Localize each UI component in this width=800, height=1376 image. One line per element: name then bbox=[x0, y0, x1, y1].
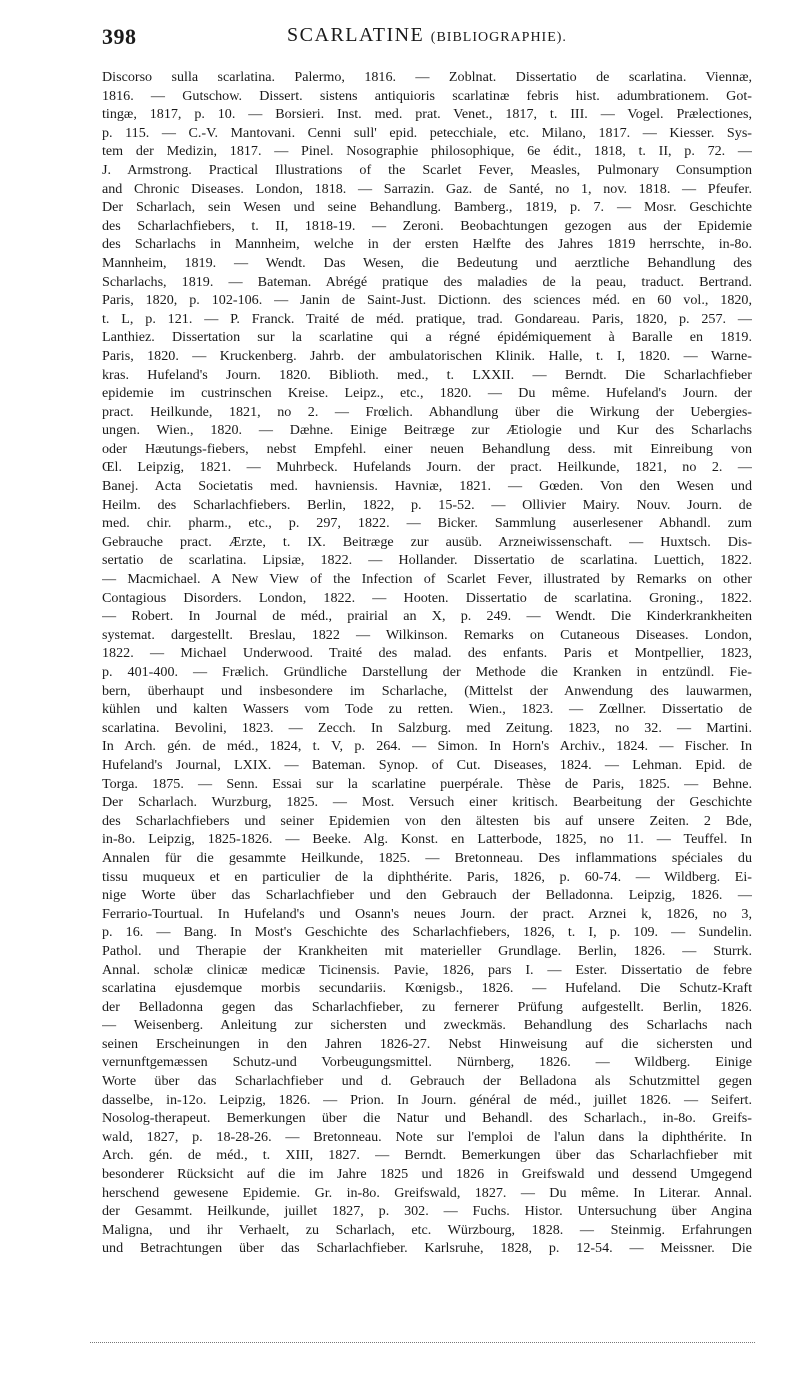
text-line: Banej. Acta Societatis med. havniensis. Havniæ, 1821. — Gœden. Von den Wesen und bbox=[102, 478, 752, 495]
text-line: des Scharlachfiebers, t. II, 1818-19. — Zeroni. Beobachtungen gezogen aus der Epidemie bbox=[102, 217, 752, 234]
text-line: Der Scharlach, sein Wesen und seine Behandlung. Bamberg., 1819, p. 7. — Mosr. Geschichte bbox=[102, 199, 752, 216]
text-line: und Betrachtungen über das Scharlachfieber. Karlsruhe, 1828, p. 12-54. — Meissner. Die bbox=[102, 1240, 752, 1257]
text-line: p. 401-400. — Frælich. Gründliche Darstellung der Methode die Kranken in entzündl. Fie- bbox=[102, 664, 752, 680]
bibliography-text bbox=[102, 68, 752, 1308]
text-line: der Gesammt. Heilkunde, juillet 1827, p. 302. — Fuchs. Histor. Untersuchung über Angina bbox=[102, 1203, 752, 1220]
text-line: — Macmichael. A New View of the Infection of Scarlet Fever, illustrated by Remarks on other bbox=[102, 571, 752, 588]
text-line: Paris, 1820. — Kruckenberg. Jahrb. der ambulatorischen Klinik. Halle, t. I, 1820. — Warne- bbox=[102, 347, 752, 364]
text-line: Ferrario-Tourtual. In Hufeland's und Osann's neues Journ. der pract. Arznei k, 1826, no 3, bbox=[102, 905, 752, 922]
text-line: sertatio de scarlatina. Lipsiæ, 1822. — Hollander. Dissertatio de scarlatina. Luettich, 1822. bbox=[102, 552, 752, 569]
text-line: Annalen für die gesammte Heilkunde, 1825. — Bretonneau. Des inflammations spéciales du bbox=[102, 849, 752, 866]
text-line: seinen Erscheinungen in den Jahren 1826-27. Nebst Hinweisung auf die sichersten und bbox=[102, 1035, 752, 1052]
text-line: Discorso sulla scarlatina. Palermo, 1816. — Zoblnat. Dissertatio de scarlatina. Viennæ, bbox=[102, 69, 752, 85]
text-line: Hufeland's Journal, LXIX. — Bateman. Synop. of Cut. Diseases, 1824. — Lehman. Epid. de bbox=[102, 756, 752, 773]
text-line: kühlen und kalten Wassers vom Tode zu retten. Wien., 1823. — Zœllner. Dissertatio de bbox=[102, 701, 752, 718]
text-line: Maligna, und ihr Verhaelt, zu Scharlach, etc. Würzbourg, 1828. — Steinmig. Erfahrungen bbox=[102, 1221, 752, 1238]
text-line: Worte über das Scharlachfieber und d. Gebrauch der Belladona als Schutzmittel gegen bbox=[102, 1073, 752, 1090]
text-line: scarlatina ejusdemque morbis secundariis. Kœnigsb., 1826. — Hufeland. Die Schutz-Kraft bbox=[102, 980, 752, 997]
text-line: Arch. gén. de méd., t. XIII, 1827. — Berndt. Bemerkungen über das Scharlachfieber mit bbox=[102, 1147, 752, 1164]
text-line: der Belladonna gegen das Scharlachfieber, zu fernerer Prüfung aufgestellt. Berlin, 1826. bbox=[102, 998, 752, 1015]
text-line: des Scharlachs in Mannheim, welche in der ersten Hælfte des Jahres 1819 herrschte, in-8o. bbox=[102, 236, 752, 253]
text-line: Nosolog-therapeut. Bemerkungen über die Natur und Behandl. des Scharlach., in-8o. Greifs- bbox=[102, 1110, 752, 1127]
text-line: besonderer Rücksicht auf die im Jahre 1825 und 1826 in Greifswald und dessend Umgegend bbox=[102, 1166, 752, 1183]
text-line: p. 115. — C.-V. Mantovani. Cenni sull' epid. petecchiale, etc. Milano, 1817. — Kiesser. Sys- bbox=[102, 124, 752, 141]
text-line: in-8o. Leipzig, 1825-1826. — Beeke. Alg. Konst. en Latterbode, 1825, no 11. — Teuffel. In bbox=[102, 831, 752, 848]
text-line: — Robert. In Journal de méd., prairial an X, p. 249. — Wendt. Die Kinderkrankheiten bbox=[102, 608, 752, 625]
text-line: ungen. Wien., 1820. — Dæhne. Einige Beitræge zur Ætiologie und Kur des Scharlachs bbox=[102, 422, 752, 439]
running-title-sub: (BIBLIOGRAPHIE). bbox=[430, 30, 567, 45]
text-line: Scharlachs, 1819. — Bateman. Abrégé pratique des maladies de la peau, traduct. Bertrand. bbox=[102, 273, 752, 290]
text-line: p. 16. — Bang. In Most's Geschichte des Scharlachfiebers, 1826, t. I, p. 109. — Sundelin. bbox=[102, 924, 752, 941]
text-line: tissu muqueux et en particulier de la diphthérite. Paris, 1826, p. 60-74. — Wildberg. Ei- bbox=[102, 868, 752, 885]
text-line: Mannheim, 1819. — Wendt. Das Wesen, die Bedeutung und aerztliche Behandlung des bbox=[102, 254, 752, 271]
text-line: oder Hæutungs-fiebers, nebst Empfehl. einer neuen Behandlung dess. mit Einreibung von bbox=[102, 440, 752, 457]
text-line: Gebrauche pract. Ærzte, t. IX. Beitræge zur ausüb. Arzneiwissenschaft. — Huxtsch. Dis- bbox=[102, 533, 752, 550]
running-title-main: SCARLATINE bbox=[287, 24, 425, 46]
text-line: dasselbe, in-12o. Leipzig, 1826. — Prion. In Journ. général de méd., juillet 1826. — Seifert. bbox=[102, 1091, 752, 1108]
text-line: bern, überhaupt und insbesondere im Scharlache, (Mittelst der Anwendung des lauwarmen, bbox=[102, 682, 752, 699]
text-line: tingæ, 1817, p. 10. — Borsieri. Inst. med. prat. Venet., 1817, t. III. — Vogel. Prælectiones, bbox=[102, 106, 752, 123]
text-line: wald, 1827, p. 18-28-26. — Bretonneau. Note sur l'emploi de l'alun dans la diphthérite. In bbox=[102, 1128, 752, 1145]
text-line: Lanthiez. Dissertation sur la scarlatine qui a régné épidémiquement à Baralle en 1819. bbox=[102, 329, 752, 346]
text-line: scarlatina. Bevolini, 1823. — Zecch. In Salzburg. med Zeitung. 1823, no 32. — Martini. bbox=[102, 719, 752, 736]
text-line: 1816. — Gutschow. Dissert. sistens antiquioris scarlatinæ febris hist. adumbrationem. Got- bbox=[102, 87, 752, 104]
text-line: tem der Medizin, 1817. — Pinel. Nosographie philosophique, 6e édit., 1818, t. II, p. 72. — bbox=[102, 143, 752, 160]
text-line: des Scharlachfiebers und seiner Epidemien von den ältesten bis auf unsere Zeiten. 2 Bde, bbox=[102, 812, 752, 829]
text-line: 1822. — Michael Underwood. Traité des malad. des enfants. Paris et Montpellier, 1823, bbox=[102, 645, 752, 662]
text-line: Contagious Disorders. London, 1822. — Hooten. Dissertatio de scarlatina. Groning., 1822. bbox=[102, 589, 752, 606]
text-line: and Chronic Diseases. London, 1818. — Sarrazin. Gaz. de Santé, no 1, nov. 1818. — Pfeufer. bbox=[102, 180, 752, 197]
text-line: — Weisenberg. Anleitung zur sichersten und zweckmäs. Behandlung des Scharlachs nach bbox=[102, 1017, 752, 1034]
text-line: epidemie im custrinschen Kreise. Leipz., etc., 1820. — Du même. Hufeland's Journ. der bbox=[102, 385, 752, 402]
text-line: Der Scharlach. Wurzburg, 1825. — Most. Versuch einer kritisch. Bearbeitung der Geschichte bbox=[102, 794, 752, 811]
text-line: Torga. 1875. — Senn. Essai sur la scarlatine puerpérale. Thèse de Paris, 1825. — Behne. bbox=[102, 775, 752, 792]
text-line: Pathol. und Therapie der Krankheiten mit materieller Grundlage. Berlin, 1826. — Sturrk. bbox=[102, 942, 752, 959]
text-line: Heilm. des Scharlachfiebers. Berlin, 1822, p. 15-52. — Ollivier Mairy. Nouv. Journ. de bbox=[102, 496, 752, 513]
text-line: systemat. dargestellt. Breslau, 1822 — Wilkinson. Remarks on Cutaneous Diseases. London, bbox=[102, 626, 752, 643]
text-line: pract. Heilkunde, 1821, no 2. — Frœlich. Abhandlung über die Wirkung der Uebergies- bbox=[102, 403, 752, 420]
text-line: Paris, 1820, p. 102-106. — Janin de Saint-Just. Dictionn. des sciences méd. en 60 vol., 1820, bbox=[102, 292, 752, 309]
text-line: kras. Hufeland's Journ. 1820. Biblioth. med., t. LXXII. — Berndt. Die Scharlachfieber bbox=[102, 366, 752, 383]
text-line: herschend gewesene Epidemie. Gr. in-8o. Greifswald, 1827. — Du même. In Literar. Annal. bbox=[102, 1184, 752, 1201]
text-line: vernunftgemæssen Schutz-und Vorbeugungsmittel. Nürnberg, 1826. — Wildberg. Einige bbox=[102, 1054, 752, 1071]
text-line: t. L, p. 121. — P. Franck. Traité de méd. pratique, trad. Gondareau. Paris, 1820, p. 257. — bbox=[102, 310, 752, 327]
text-line: med. chir. pharm., etc., p. 297, 1822. — Bicker. Sammlung auserlesener Abhandl. zum bbox=[102, 515, 752, 532]
page-header bbox=[102, 24, 752, 56]
text-line: J. Armstrong. Practical Illustrations of the Scarlet Fever, Measles, Pulmonary Consumption bbox=[102, 161, 752, 178]
text-line: Annal. scholæ clinicæ medicæ Ticinensis. Pavie, 1826, pars I. — Ester. Dissertatio de febre bbox=[102, 961, 752, 978]
text-line: Œl. Leipzig, 1821. — Muhrbeck. Hufelands Journ. der pract. Heilkunde, 1821, no 2. — bbox=[102, 459, 752, 476]
page-number: 398 bbox=[102, 24, 137, 49]
text-line: nige Worte über das Scharlachfieber und den Gebrauch der Belladonna. Leipzig, 1826. — bbox=[102, 887, 752, 904]
running-title bbox=[102, 24, 752, 47]
text-line: In Arch. gén. de méd., 1824, t. V, p. 264. — Simon. In Horn's Archiv., 1824. — Fischer. In bbox=[102, 738, 752, 755]
footer-dotted-rule bbox=[90, 1342, 755, 1343]
